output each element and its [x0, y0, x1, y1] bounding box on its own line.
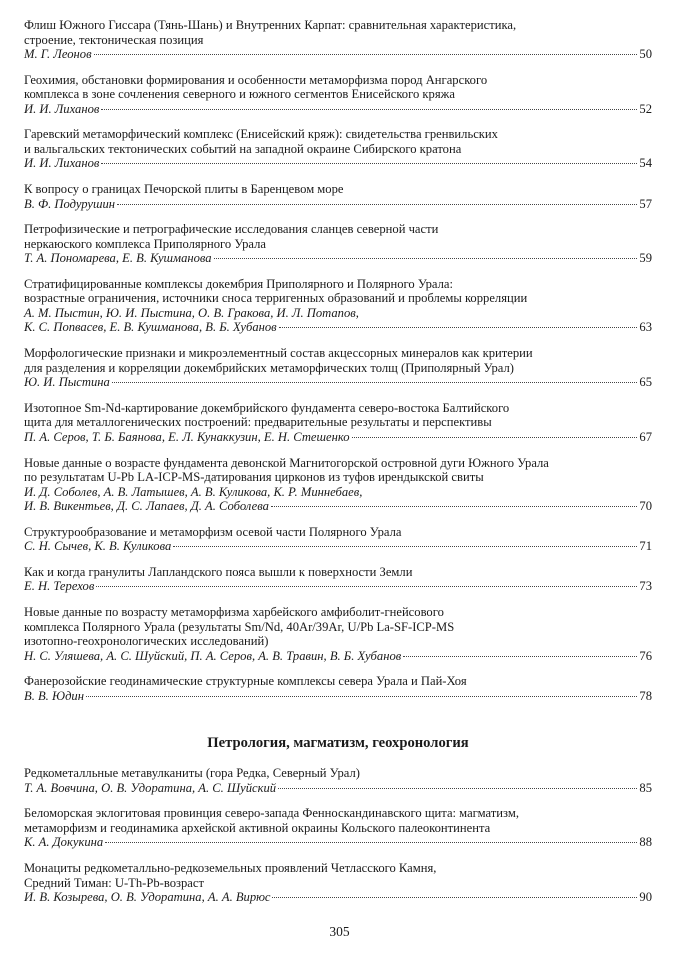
- entry-page-number: 67: [639, 429, 652, 444]
- entry-page-number: 54: [639, 156, 652, 171]
- dot-leader: [352, 436, 638, 438]
- entry-authors-row: [24, 102, 652, 117]
- dot-leader: [112, 381, 638, 383]
- entry-page-number: 57: [639, 196, 652, 211]
- toc-entry: [24, 277, 652, 335]
- entry-authors-row: [24, 156, 652, 171]
- entry-authors: И. В. Викентьев, Д. С. Лапаев, Д. А. Соболева: [24, 499, 269, 513]
- toc-entry: [24, 605, 652, 663]
- entry-authors-line: И. Д. Соболев, А. В. Латышев, А. В. Куликова, К. Р. Миннебаев,: [24, 484, 363, 499]
- entry-title-line: комплекса в зоне сочленения северного и южного сегментов Енисейского кряжа: [24, 87, 455, 102]
- dot-leader: [117, 203, 637, 205]
- toc-entry: [24, 525, 652, 554]
- entry-authors-row: [24, 689, 652, 704]
- entry-authors-row: [24, 539, 652, 554]
- dot-leader: [101, 162, 637, 164]
- entry-title-line: изотопно-геохронологических исследований): [24, 634, 269, 649]
- entry-page-number: 59: [639, 251, 652, 266]
- entry-title-line: К вопросу о границах Печорской плиты в Баренцевом море: [24, 182, 344, 197]
- entry-authors: П. А. Серов, Т. Б. Баянова, Е. Л. Кунаккузин, Е. Н. Стешенко: [24, 429, 350, 444]
- entry-authors-row: [24, 499, 652, 514]
- table-of-contents: [24, 18, 652, 916]
- toc-entry: [24, 861, 652, 905]
- entry-authors-line: А. М. Пыстин, Ю. И. Пыстина, О. В. Гракова, И. Л. Потапов,: [24, 305, 359, 320]
- entry-page-number: 70: [639, 499, 652, 513]
- toc-entry: [24, 456, 652, 514]
- entry-authors: И. И. Лиханов: [24, 156, 100, 171]
- entry-authors: К. С. Попвасев, Е. В. Кушманова, В. Б. Хубанов: [24, 320, 277, 335]
- entry-page-number: 65: [639, 375, 652, 390]
- toc-entry: [24, 674, 652, 703]
- dot-leader: [279, 326, 638, 328]
- dot-leader: [105, 841, 637, 843]
- entry-authors-row: [24, 835, 652, 850]
- entry-authors: М. Г. Леонов: [24, 47, 92, 61]
- entry-title-line: Структурообразование и метаморфизм осевой части Полярного Урала: [24, 524, 402, 539]
- entry-authors-row: [24, 197, 652, 212]
- entry-authors: Т. А. Пономарева, Е. В. Кушманова: [24, 251, 212, 266]
- toc-entry: [24, 346, 652, 390]
- entry-title-line: Гаревский метаморфический комплекс (Енисейский кряж): свидетельства гренвильских: [24, 127, 498, 142]
- dot-leader: [173, 545, 637, 547]
- dot-leader: [86, 695, 637, 697]
- toc-entry: [24, 565, 652, 594]
- entry-title-line: комплекса Полярного Урала (результаты Sm/Nd, 40Ar/39Ar, U/Pb La-SF-ICP-MS: [24, 619, 455, 634]
- entry-title-line: для разделения и корреляции докембрийских метаморфических толщ (Приполярный Урал): [24, 360, 514, 375]
- entry-authors-row: [24, 375, 652, 390]
- entry-authors-row: [24, 579, 652, 594]
- entry-title-line: строение, тектоническая позиция: [24, 32, 204, 47]
- entry-page-number: 90: [639, 890, 652, 905]
- toc-entry: [24, 182, 652, 211]
- entry-authors: К. А. Докукина: [24, 835, 104, 850]
- dot-leader: [403, 655, 637, 657]
- toc-entry: [24, 766, 652, 795]
- entry-title-line: Стратифицированные комплексы докембрия Приполярного и Полярного Урала:: [24, 276, 454, 291]
- entry-authors-row: [24, 781, 652, 796]
- dot-leader: [101, 108, 637, 110]
- entry-authors: Е. Н. Терехов: [24, 579, 95, 594]
- entry-title-line: Средний Тиман: U-Th-Pb-возраст: [24, 875, 204, 890]
- entry-title-line: по результатам U-Pb LA-ICP-MS-датирования цирконов из туфов ирендыкской свиты: [24, 470, 484, 484]
- entry-authors-row: [24, 890, 652, 905]
- entry-page-number: 88: [639, 835, 652, 850]
- entries-group-tectonics: [24, 18, 652, 703]
- dot-leader: [214, 257, 638, 259]
- entry-page-number: 76: [639, 648, 652, 663]
- entry-page-number: 73: [639, 579, 652, 594]
- entry-title-line: Геохимия, обстановки формирования и особенности метаморфизма пород Ангарского: [24, 72, 488, 87]
- entry-authors-row: [24, 251, 652, 266]
- entry-authors: С. Н. Сычев, К. В. Куликова: [24, 539, 172, 554]
- entry-title-line: Изотопное Sm-Nd-картирование докембрийского фундамента северо-востока Балтийского: [24, 400, 510, 415]
- entry-authors: И. И. Лиханов: [24, 101, 100, 116]
- toc-entry: [24, 401, 652, 445]
- entry-title-line: Новые данные о возрасте фундамента девонской Магнитогорской островной дуги Южного Урала: [24, 455, 549, 470]
- entry-authors: Ю. И. Пыстина: [24, 375, 110, 390]
- toc-entry: [24, 127, 652, 171]
- entry-title-line: и вальгальских тектонических событий на западной окраине Сибирского кратона: [24, 141, 462, 156]
- entry-page-number: 85: [639, 780, 652, 795]
- toc-entry: [24, 806, 652, 850]
- entry-title-line: метаморфизм и геодинамика архейской активной окраины Кольского палеоконтинента: [24, 820, 491, 835]
- entry-authors-row: [24, 320, 652, 335]
- entry-page-number: 52: [639, 101, 652, 116]
- entry-authors: Н. С. Уляшева, А. С. Шуйский, П. А. Серов, А. В. Травин, В. Б. Хубанов: [24, 648, 402, 663]
- entry-title-line: Флиш Южного Гиссара (Тянь-Шань) и Внутренних Карпат: сравнительная характеристика,: [24, 18, 517, 32]
- entry-title-line: Морфологические признаки и микроэлементный состав акцессорных минералов как критерии: [24, 346, 533, 361]
- entry-title-line: Фанерозойские геодинамические структурные комплексы севера Урала и Пай-Хоя: [24, 674, 467, 689]
- entry-title-line: Монациты редкометалльно-редкоземельных проявлений Четласского Камня,: [24, 861, 437, 876]
- entry-title-line: Как и когда гранулиты Лапландского пояса вышли к поверхности Земли: [24, 564, 413, 579]
- dot-leader: [94, 53, 638, 55]
- entry-authors-row: [24, 47, 652, 62]
- page-number: 305: [329, 924, 350, 939]
- dot-leader: [96, 585, 637, 587]
- entries-group-petrology: [24, 766, 652, 904]
- entry-title-line: щита для металлогенических построений: предварительные результаты и перспективы: [24, 415, 492, 430]
- entry-page-number: 63: [639, 320, 652, 335]
- entry-title-line: Петрофизические и петрографические исследования сланцев северной части: [24, 222, 439, 237]
- dot-leader: [278, 787, 637, 789]
- dot-leader: [271, 505, 638, 507]
- entry-title-line: Беломорская эклогитовая провинция северо-запада Фенноскандинавского щита: магматизм,: [24, 806, 519, 821]
- entry-title-line: Новые данные по возрасту метаморфизма харбейского амфиболит-гнейсового: [24, 605, 444, 620]
- entry-authors-row: [24, 430, 652, 445]
- entry-page-number: 71: [639, 539, 652, 554]
- toc-entry: [24, 18, 652, 62]
- entry-page-number: 50: [639, 47, 652, 61]
- entry-authors: Т. А. Вовчина, О. В. Удоратина, А. С. Шуйский: [24, 780, 277, 795]
- section-heading: Петрология, магматизм, геохронология: [207, 735, 469, 752]
- toc-entry: [24, 73, 652, 117]
- entry-authors: И. В. Козырева, О. В. Удоратина, А. А. Вирюс: [24, 890, 271, 905]
- entry-page-number: 78: [639, 688, 652, 703]
- entry-title-line: возрастные ограничения, источники сноса терригенных образований и проблемы корреляции: [24, 291, 528, 306]
- dot-leader: [272, 896, 637, 898]
- entry-authors-row: [24, 649, 652, 664]
- entry-title-line: Редкометалльные метавулканиты (гора Редка, Северный Урал): [24, 766, 360, 781]
- toc-entry: [24, 222, 652, 266]
- entry-authors: В. В. Юдин: [24, 688, 84, 703]
- entry-title-line: неркаюского комплекса Приполярного Урала: [24, 236, 267, 251]
- entry-authors: В. Ф. Подурушин: [24, 196, 116, 211]
